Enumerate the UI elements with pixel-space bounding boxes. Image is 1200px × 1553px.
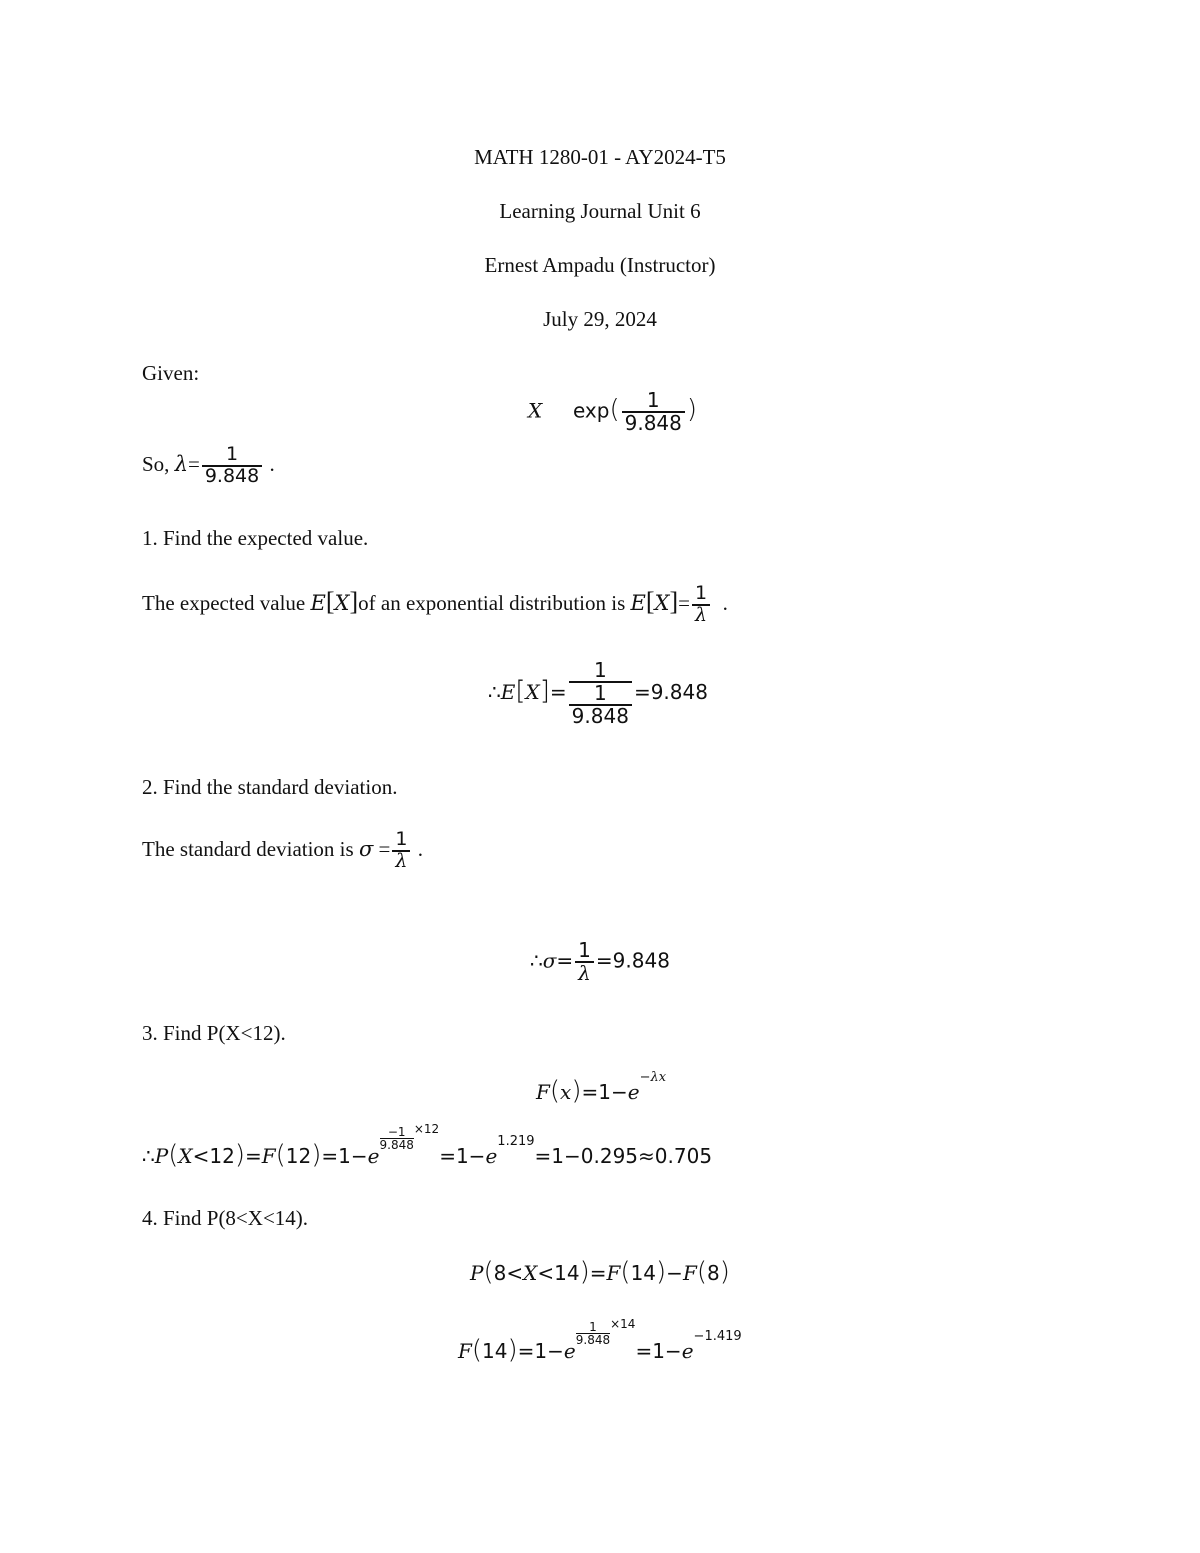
rate-fraction [622,390,685,434]
value-14: 14 [630,1261,657,1285]
fraction-denominator: λ [392,850,410,872]
exp-function: exp [572,398,610,423]
e-symbol: E [630,590,646,615]
interval-probability-formula: P(8<X<14)=F(14)−F(8) [470,1257,730,1287]
distribution-formula: X exp( $\frac{1}{9.848}$ ) [528,388,698,435]
question-1-heading: 1. Find the expected value. [142,526,369,550]
exponent-fraction [576,1321,610,1346]
therefore-symbol: ∴ [530,948,543,973]
times-symbol: × [413,1122,424,1136]
fraction-numerator: 1 [395,828,408,850]
value-8: 8 [706,1261,720,1285]
value-12: 12 [209,1144,235,1168]
exponent-multiplier: 12 [423,1122,440,1136]
question-3-heading: 3. Find P(X<12). [142,1021,286,1045]
expected-value-result: 9.848 [650,680,708,704]
x-symbol: X [523,1261,538,1285]
std-deviation-calculation: ∴σ= $\frac{1}{\lambda}$ =9.848 [530,938,670,985]
cdf-exponent: −λx [639,1070,667,1085]
fraction-denominator: 9.848 [622,411,685,434]
fraction-numerator: 1 [646,388,660,412]
lambda-statement: So, λ= $\frac{1}{9.848}$ . [142,443,275,487]
definition-text-b: of an exponential distribution is [358,590,626,615]
x-symbol: X [525,680,540,704]
journal-title: Learning Journal Unit 6 [499,199,701,223]
fraction-numerator: 1 [226,443,239,465]
f-symbol: F [458,1339,472,1363]
fraction-denominator: λ [692,604,710,626]
exponent-denominator: 9.848 [575,1333,611,1347]
so-label: So, [142,451,170,476]
f-symbol: F [682,1261,697,1285]
fraction-numerator: 1 [578,938,591,962]
inner-numerator: 1 [593,681,607,705]
sigma-symbol: σ [542,948,557,973]
therefore-symbol: ∴ [142,1144,155,1168]
fraction-numerator: 1 [593,658,607,682]
exponent-value: −1.419 [693,1329,742,1344]
therefore-symbol: ∴ [488,680,501,704]
cdf-formula: $F(x)=1-e^{-\lambda x}$ [536,1070,667,1106]
expected-value-calculation: ∴E[X]= $\frac{1}{\frac{1}{9.848}}$ =9.848 [488,658,708,728]
exponent-multiplier: 14 [620,1317,636,1331]
exponent-value: 1.219 [497,1134,535,1149]
lambda-fraction [202,445,262,487]
fraction-denominator: λ [575,961,594,984]
sigma-symbol: σ [358,836,374,861]
x-symbol: X [178,1144,193,1168]
random-variable: X [528,398,543,423]
e-symbol: E [310,590,326,615]
question-2-heading: 2. Find the standard deviation. [142,775,398,799]
std-deviation-definition: The standard deviation is σ = $\frac{1}{\lambda}$ . [142,828,423,872]
value-14: 14 [482,1339,508,1363]
p-symbol: P [470,1261,484,1285]
question-4-heading: 4. Find P(8<X<14). [142,1206,309,1230]
instructor-name: Ernest Ampadu (Instructor) [484,253,716,277]
document-date: July 29, 2024 [543,307,657,331]
given-label: Given: [142,361,200,385]
e-symbol: E [500,680,516,704]
lambda-symbol: λ [174,451,188,476]
inverse-lambda-fraction [392,830,410,872]
exponent-numerator: −1 [387,1125,406,1139]
definition-text-a: The expected value [142,590,306,615]
fraction-denominator: 9.848 [202,465,262,487]
std-deviation-result: 9.848 [612,948,670,973]
value-12: 12 [285,1144,312,1168]
p-symbol: P [154,1144,169,1168]
times-symbol: × [610,1317,621,1331]
exponent-denominator: 9.848 [379,1138,414,1152]
inverse-lambda-fraction [692,584,710,626]
f-symbol: F [261,1144,276,1168]
expected-value-definition: The expected value E[X]of an exponential distribution is E[X]= $\frac{1}{\lambda}$ . [142,582,728,626]
course-code: MATH 1280-01 - AY2024-T5 [474,145,726,169]
fraction-denominator [569,681,632,727]
x-symbol: x [560,1080,572,1104]
probability-result: 0.705 [654,1144,713,1168]
exponent-fraction [380,1126,414,1151]
value-14: 14 [554,1261,580,1285]
value-8: 8 [493,1261,507,1285]
x-symbol: X [654,590,670,615]
f-symbol: F [536,1080,550,1104]
compound-fraction [569,660,632,727]
x-symbol: X [334,590,350,615]
f14-calculation: F(14)=1−e $\frac{1}{9.848}$ $^{\times 14}=1-e^{-1.419}$ [458,1317,742,1365]
inner-denominator: 9.848 [569,704,632,727]
inverse-lambda-fraction [575,940,594,984]
definition-text: The standard deviation is [142,836,354,861]
f-symbol: F [606,1261,621,1285]
exp-approx: 0.295 [580,1144,639,1168]
fraction-numerator: 1 [695,582,708,604]
probability-less-than-12: ∴P(X<12)=F(12)=1−e $\frac{-1}{9.848}$ $^{\times 12}=1-e^{1.219}=1-0.295\approx 0.705$ [142,1122,713,1170]
exponent-numerator: 1 [589,1320,597,1334]
